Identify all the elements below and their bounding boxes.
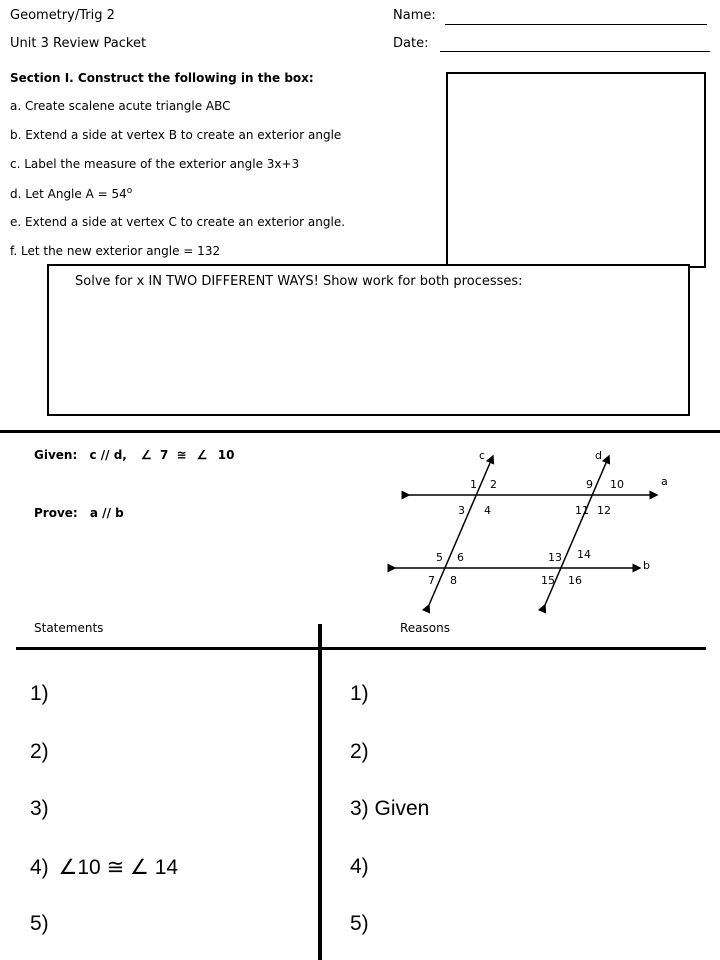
congruent-icon: ≅ xyxy=(106,856,125,879)
angle-label-14: 14 xyxy=(577,548,591,561)
reason-1[interactable]: 1) xyxy=(350,682,369,705)
angle-label-7: 7 xyxy=(428,574,435,587)
angle-label-10: 10 xyxy=(610,478,624,491)
label-line-d: d xyxy=(595,449,602,462)
statement-2[interactable]: 2) xyxy=(30,740,49,763)
statement-5[interactable]: 5) xyxy=(30,912,49,935)
proof-table-top-rule xyxy=(16,647,706,650)
instruction-d-text: d. Let Angle A = 54 xyxy=(10,187,127,201)
angle-icon: ∠ xyxy=(58,856,78,879)
angle-label-6: 6 xyxy=(457,551,464,564)
transversal-c xyxy=(429,456,493,605)
reason-2[interactable]: 2) xyxy=(350,740,369,763)
construction-box[interactable] xyxy=(446,72,706,268)
proof-table-divider xyxy=(318,624,322,960)
angle-label-2: 2 xyxy=(490,478,497,491)
angle-label-11: 11 xyxy=(575,504,589,517)
statement-4-angle-10: 10 xyxy=(77,856,101,879)
reason-4[interactable]: 4) xyxy=(350,855,369,878)
statement-1[interactable]: 1) xyxy=(30,682,49,705)
angle-label-3: 3 xyxy=(458,504,465,517)
congruent-icon: ≅ xyxy=(176,448,187,462)
statements-header: Statements xyxy=(34,621,104,635)
prove-label: Prove: xyxy=(34,506,78,520)
instruction-d xyxy=(10,186,132,201)
given-angle-10: 10 xyxy=(217,448,235,462)
course-title: Geometry/Trig 2 xyxy=(10,8,115,23)
date-label: Date: xyxy=(393,36,429,51)
statement-4[interactable] xyxy=(30,855,178,880)
label-line-b: b xyxy=(643,559,650,572)
statement-4-angle-14: 14 xyxy=(154,856,179,879)
degree-symbol: o xyxy=(126,186,133,196)
statement-4-number: 4) xyxy=(30,856,49,879)
reason-3[interactable]: 3) Given xyxy=(350,797,430,820)
parallel-lines-diagram xyxy=(385,440,685,615)
given-parallel: c // d, xyxy=(89,448,127,462)
angle-label-5: 5 xyxy=(436,551,443,564)
statement-3[interactable]: 3) xyxy=(30,797,49,820)
name-field[interactable] xyxy=(445,24,707,25)
solve-box[interactable] xyxy=(47,264,690,416)
angle-icon: ∠ xyxy=(130,856,149,879)
reason-5[interactable]: 5) xyxy=(350,912,369,935)
angle-label-13: 13 xyxy=(548,551,562,564)
unit-title: Unit 3 Review Packet xyxy=(10,36,147,51)
angle-icon: ∠ xyxy=(196,448,208,462)
angle-label-8: 8 xyxy=(450,574,457,587)
instruction-c: c. Label the measure of the exterior angle 3x+3 xyxy=(10,157,300,171)
label-line-c: c xyxy=(479,449,486,462)
name-label: Name: xyxy=(393,8,436,23)
given-label: Given: xyxy=(34,448,78,462)
label-line-a: a xyxy=(661,475,668,488)
angle-label-1: 1 xyxy=(470,478,477,491)
angle-label-12: 12 xyxy=(597,504,611,517)
solve-prompt: Solve for x IN TWO DIFFERENT WAYS! Show work for both processes: xyxy=(75,274,523,289)
angle-label-4: 4 xyxy=(484,504,491,517)
given-line xyxy=(34,448,234,462)
given-angle-7: 7 xyxy=(159,448,169,462)
section-title: Section I. Construct the following in the box: xyxy=(10,71,314,85)
instruction-b: b. Extend a side at vertex B to create an exterior angle xyxy=(10,128,342,142)
instruction-f: f. Let the new exterior angle = 132 xyxy=(10,244,221,258)
section-divider xyxy=(0,430,720,433)
angle-label-9: 9 xyxy=(586,478,593,491)
prove-text: a // b xyxy=(89,506,124,520)
prove-line xyxy=(34,506,124,520)
angle-icon: ∠ xyxy=(141,448,152,462)
reasons-header: Reasons xyxy=(400,621,450,635)
instruction-a: a. Create scalene acute triangle ABC xyxy=(10,99,231,113)
date-field[interactable] xyxy=(440,51,710,52)
angle-label-15: 15 xyxy=(541,574,555,587)
instruction-e: e. Extend a side at vertex C to create an exterior angle. xyxy=(10,215,346,229)
angle-label-16: 16 xyxy=(568,574,582,587)
